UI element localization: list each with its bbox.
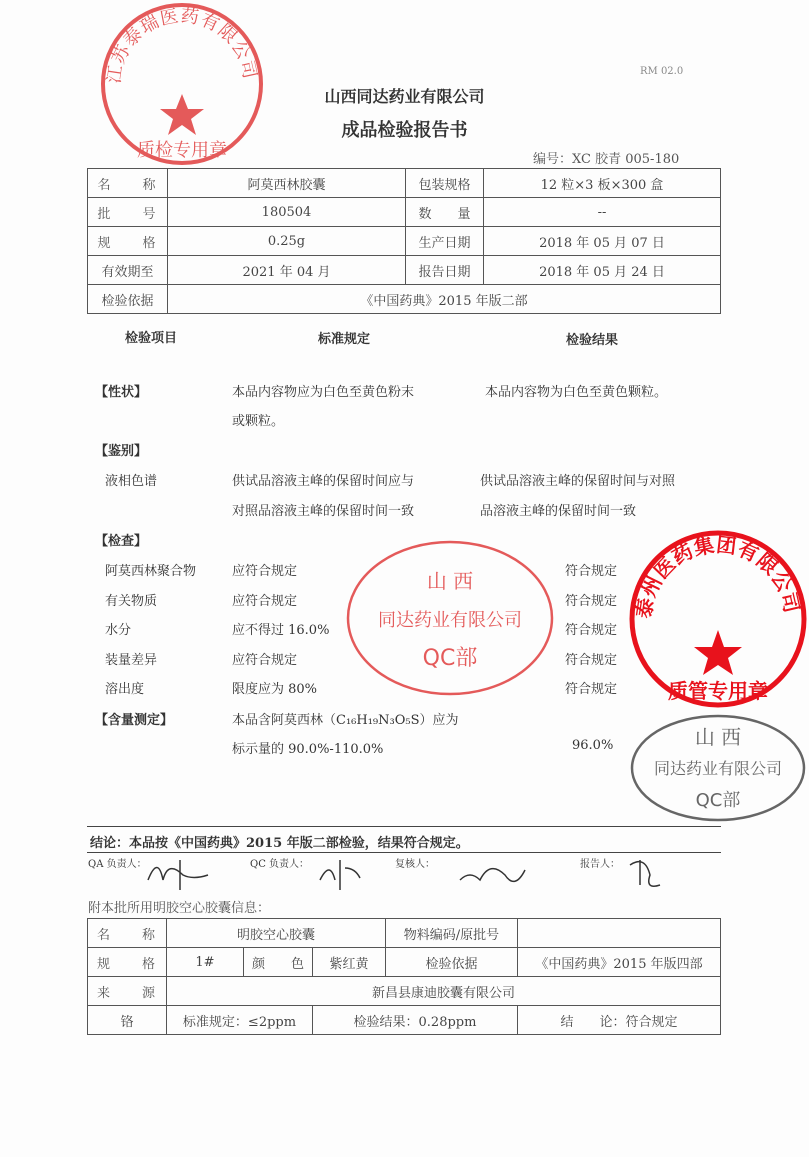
- production-date: 2018 年 05 月 07 日: [484, 227, 721, 256]
- label: 铬: [88, 1006, 167, 1035]
- stamp-text: 质检专用章: [137, 140, 227, 161]
- inspection-std: 限度应为 80%: [232, 682, 318, 697]
- label: 有效期至: [88, 256, 168, 285]
- header-result: 检验结果: [566, 333, 619, 348]
- inspection-std: 应不得过 16.0%: [232, 623, 330, 638]
- stamp-text: 山 西: [694, 725, 742, 749]
- result-text: 品溶液主峰的保留时间一致: [480, 504, 637, 519]
- specification: 0.25g: [168, 227, 406, 256]
- stamp-ring-text: 江苏泰瑞医药有限公司: [103, 5, 261, 85]
- standard-text: 供试品溶液主峰的保留时间应与: [232, 474, 415, 489]
- stamp-text: 质管专用章: [668, 679, 768, 703]
- label: 颜 色: [244, 948, 313, 977]
- stamp-text: 同达药业有限公司: [378, 610, 522, 631]
- standard-text: 本品内容物应为白色至黄色粉末: [232, 385, 415, 400]
- standard-text: 对照品溶液主峰的保留时间一致: [232, 504, 415, 519]
- conclusion: 结论：本品按《中国药典》2015 年版二部检验，结果符合规定。: [90, 836, 469, 851]
- doc-number: 编号：XC 胶青 005-180: [533, 152, 680, 167]
- inspection-result: 符合规定: [565, 682, 618, 697]
- capsule-name: 明胶空心胶囊: [167, 919, 386, 948]
- label: 来 源: [88, 977, 167, 1006]
- gray-qc-stamp: [630, 714, 806, 822]
- label: 数 量: [406, 198, 484, 227]
- item-text: 液相色谱: [105, 474, 158, 489]
- test-basis: 《中国药典》2015 年版二部: [168, 285, 721, 314]
- inspection-result: 符合规定: [565, 652, 618, 668]
- qa-signer-label: QA 负责人：: [88, 859, 147, 870]
- label: 包装规格: [406, 169, 484, 198]
- quality-management-stamp: [629, 530, 807, 708]
- label: 检验依据: [386, 948, 518, 977]
- label: 规 格: [88, 227, 168, 256]
- label: 检验依据: [88, 285, 168, 314]
- batch-number: 180504: [168, 198, 406, 227]
- report-date: 2018 年 05 月 24 日: [484, 256, 721, 285]
- inspection-result: 符合规定: [565, 623, 618, 638]
- expiry-date: 2021 年 04 月: [168, 256, 406, 285]
- chromium-conclusion: 结 论：符合规定: [518, 1006, 721, 1035]
- standard-text: 本品含阿莫西林（C₁₆H₁₉N₃O₅S）应为: [232, 713, 459, 728]
- inspection-item: 水分: [105, 623, 132, 638]
- inspection-result: 符合规定: [565, 593, 618, 609]
- company-name: 山西同达药业有限公司: [324, 87, 485, 106]
- label: 批 号: [88, 198, 168, 227]
- product-info-table: [87, 168, 721, 314]
- stamp-text: 山 西: [426, 569, 474, 593]
- label: 生产日期: [406, 227, 484, 256]
- section-identification: 【鉴别】: [95, 444, 148, 459]
- reviewer-label: 复核人：: [395, 859, 435, 870]
- divider: [87, 826, 721, 827]
- inspection-item: 溶出度: [105, 682, 145, 697]
- inspection-item: 阿莫西林聚合物: [105, 564, 197, 579]
- svg-text:泰州医药集团有限公司: [631, 532, 804, 619]
- capsule-source: 新昌县康迪胶囊有限公司: [167, 977, 721, 1006]
- star-icon: [694, 630, 742, 675]
- package-spec: 12 粒×3 板×300 盒: [484, 169, 721, 198]
- section-appearance: 【性状】: [95, 385, 148, 400]
- label: 名 称: [88, 919, 167, 948]
- result-text: 本品内容物为白色至黄色颗粒。: [485, 385, 668, 400]
- chromium-result: 检验结果：0.28ppm: [313, 1006, 518, 1035]
- stamp-text: QC部: [422, 646, 478, 671]
- qc-department-stamp: [345, 538, 555, 698]
- header-standard: 标准规定: [318, 332, 371, 347]
- reporter-label: 报告人：: [580, 859, 620, 870]
- label: 规 格: [88, 948, 167, 977]
- inspection-std: 应符合规定: [232, 652, 298, 668]
- standard-text: 或颗粒。: [232, 414, 285, 429]
- quantity: --: [484, 198, 721, 227]
- section-assay: 【含量测定】: [95, 713, 174, 728]
- qc-signer-label: QC 负责人：: [250, 859, 310, 870]
- assay-result: 96.0%: [572, 738, 614, 753]
- chromium-standard: 标准规定：≤2ppm: [167, 1006, 313, 1035]
- header-item: 检验项目: [125, 331, 178, 346]
- inspection-item: 装量差异: [105, 652, 158, 668]
- signatures: [140, 850, 700, 895]
- inspection-item: 有关物质: [105, 593, 158, 609]
- stamp-text: 同达药业有限公司: [653, 759, 783, 778]
- inspection-result: 符合规定: [565, 564, 618, 579]
- capsule-basis: 《中国药典》2015 年版四部: [518, 948, 721, 977]
- capsule-info-table: [87, 918, 721, 1035]
- stamp-text: QC部: [695, 790, 741, 811]
- label: 物料编码/原批号: [386, 919, 518, 948]
- standard-text: 标示量的 90.0%-110.0%: [232, 742, 384, 757]
- stamp-ring-text: 泰州医药集团有限公司: [631, 532, 805, 620]
- capsule-info-title: 附本批所用明胶空心胶囊信息：: [88, 901, 271, 916]
- material-code: [518, 919, 721, 948]
- svg-text:江苏泰瑞医药有限公司: [104, 5, 261, 84]
- capsule-spec: 1#: [167, 948, 244, 977]
- section-inspection: 【检查】: [95, 534, 148, 549]
- product-name: 阿莫西林胶囊: [168, 169, 406, 198]
- result-text: 供试品溶液主峰的保留时间与对照: [480, 474, 676, 489]
- label: 报告日期: [406, 256, 484, 285]
- inspection-std: 应符合规定: [232, 564, 298, 579]
- inspection-std: 应符合规定: [232, 593, 298, 609]
- report-title: 成品检验报告书: [341, 120, 468, 141]
- form-code: RM 02.0: [640, 66, 684, 77]
- label: 名 称: [88, 169, 168, 198]
- capsule-color: 紫红黄: [313, 948, 386, 977]
